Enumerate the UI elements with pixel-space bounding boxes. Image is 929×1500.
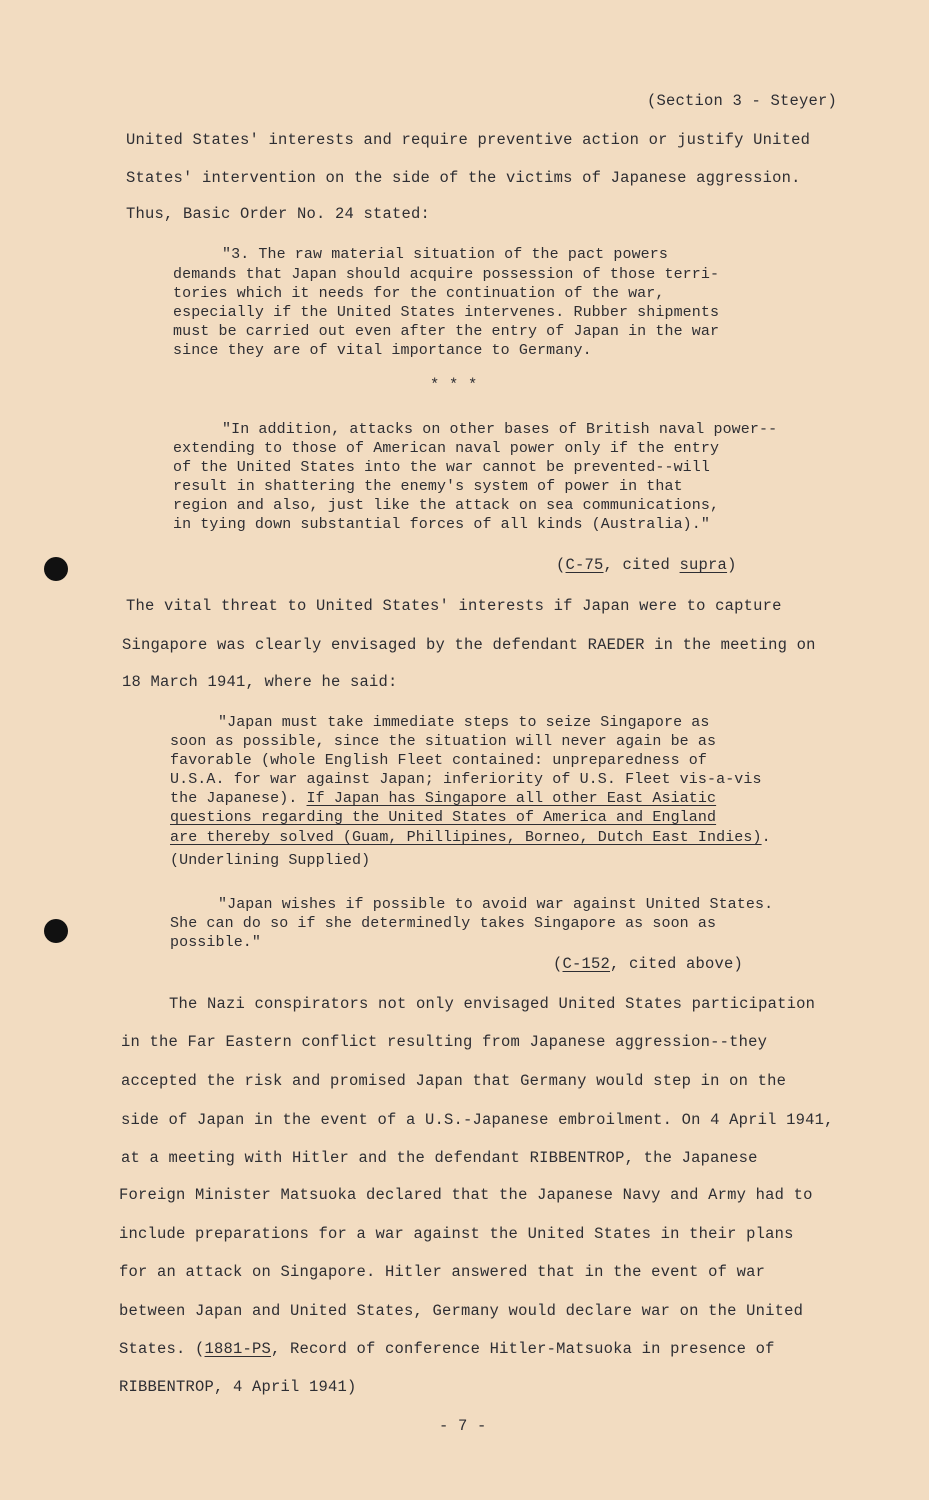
body-line: at a meeting with Hitler and the defendant RIBBENTROP, the Japanese <box>121 1149 758 1167</box>
citation-open: ( <box>556 556 566 574</box>
quote-line: of the United States into the war cannot be prevented--will <box>173 459 710 476</box>
quote-line: result in shattering the enemy's system of power in that <box>173 478 683 495</box>
body-line: in the Far Eastern conflict resulting from Japanese aggression--they <box>121 1033 768 1051</box>
quote-line: U.S.A. for war against Japan; inferiority of U.S. Fleet vis-a-vis <box>170 771 762 788</box>
body-line: States' intervention on the side of the victims of Japanese aggression. <box>126 169 801 187</box>
citation-reference: supra <box>679 556 728 574</box>
quote-line: especially if the United States intervenes. Rubber shipments <box>173 304 720 321</box>
body-line: Thus, Basic Order No. 24 stated: <box>126 205 431 223</box>
quote-line: favorable (whole English Fleet contained: unpreparedness of <box>170 752 707 769</box>
body-line: side of Japan in the event of a U.S.-Japanese embroilment. On 4 April 1941, <box>121 1111 834 1129</box>
body-line: United States' interests and require preventive action or justify United <box>126 131 811 149</box>
quote-text: . <box>761 829 771 846</box>
body-line <box>119 1340 775 1358</box>
quote-line: "Japan must take immediate steps to seize Singapore as <box>218 714 710 731</box>
punch-hole-top <box>44 557 68 581</box>
quote-line <box>170 829 771 846</box>
body-line: accepted the risk and promised Japan that Germany would step in on the <box>121 1072 787 1090</box>
body-line: between Japan and United States, Germany would declare war on the United <box>119 1302 804 1320</box>
body-text: States. ( <box>119 1340 205 1358</box>
quote-line: "In addition, attacks on other bases of British naval power-- <box>222 421 778 438</box>
quote-text: the Japanese). <box>170 790 307 807</box>
quote-line: must be carried out even after the entry of Japan in the war <box>173 323 720 340</box>
section-separator: * * * <box>430 376 478 394</box>
quote-line: possible." <box>170 934 262 951</box>
quote-line: demands that Japan should acquire possession of those terri- <box>173 266 720 283</box>
body-line: RIBBENTROP, 4 April 1941) <box>119 1378 357 1396</box>
underlined-quote-text: are thereby solved (Guam, Phillipines, Borneo, Dutch East Indies) <box>170 829 762 846</box>
body-line: 18 March 1941, where he said: <box>122 673 398 691</box>
body-line: The Nazi conspirators not only envisaged United States participation <box>169 995 816 1013</box>
body-line: Foreign Minister Matsuoka declared that the Japanese Navy and Army had to <box>119 1186 813 1204</box>
quote-line: soon as possible, since the situation will never again be as <box>170 733 717 750</box>
citation-document: C-75 <box>565 556 604 574</box>
underlining-note: (Underlining Supplied) <box>170 852 371 869</box>
citation-close: ) <box>727 556 737 574</box>
quote-line: extending to those of American naval power only if the entry <box>173 440 720 457</box>
section-label: (Section 3 - Steyer) <box>647 92 838 110</box>
quote-line: in tying down substantial forces of all kinds (Australia)." <box>173 516 710 533</box>
underlined-quote-text: If Japan has Singapore all other East Asiatic <box>306 790 717 807</box>
body-line: include preparations for a war against the United States in their plans <box>119 1225 794 1243</box>
citation-mid: , cited <box>603 556 680 574</box>
body-line: The vital threat to United States' interests if Japan were to capture <box>126 597 782 615</box>
quote-line: region and also, just like the attack on sea communications, <box>173 497 720 514</box>
quote-line: She can do so if she determinedly takes Singapore as soon as <box>170 915 717 932</box>
page-number: - 7 - <box>439 1417 487 1435</box>
body-line: Singapore was clearly envisaged by the defendant RAEDER in the meeting on <box>122 636 816 654</box>
citation-document: C-152 <box>562 955 611 973</box>
citation <box>556 556 737 574</box>
body-text: , Record of conference Hitler-Matsuoka in presence of <box>271 1340 775 1358</box>
quote-line: since they are of vital importance to Germany. <box>173 342 592 359</box>
document-reference: 1881-PS <box>204 1340 272 1358</box>
citation-open: ( <box>553 955 563 973</box>
underlined-quote-line: questions regarding the United States of America and England <box>170 809 717 826</box>
quote-line: tories which it needs for the continuation of the war, <box>173 285 665 302</box>
citation <box>553 955 743 973</box>
quote-line: "Japan wishes if possible to avoid war against United States. <box>218 896 774 913</box>
body-line: for an attack on Singapore. Hitler answered that in the event of war <box>119 1263 766 1281</box>
punch-hole-bottom <box>44 919 68 943</box>
quote-line <box>170 790 716 807</box>
citation-rest: , cited above) <box>610 955 744 973</box>
quote-line: "3. The raw material situation of the pact powers <box>222 246 668 263</box>
